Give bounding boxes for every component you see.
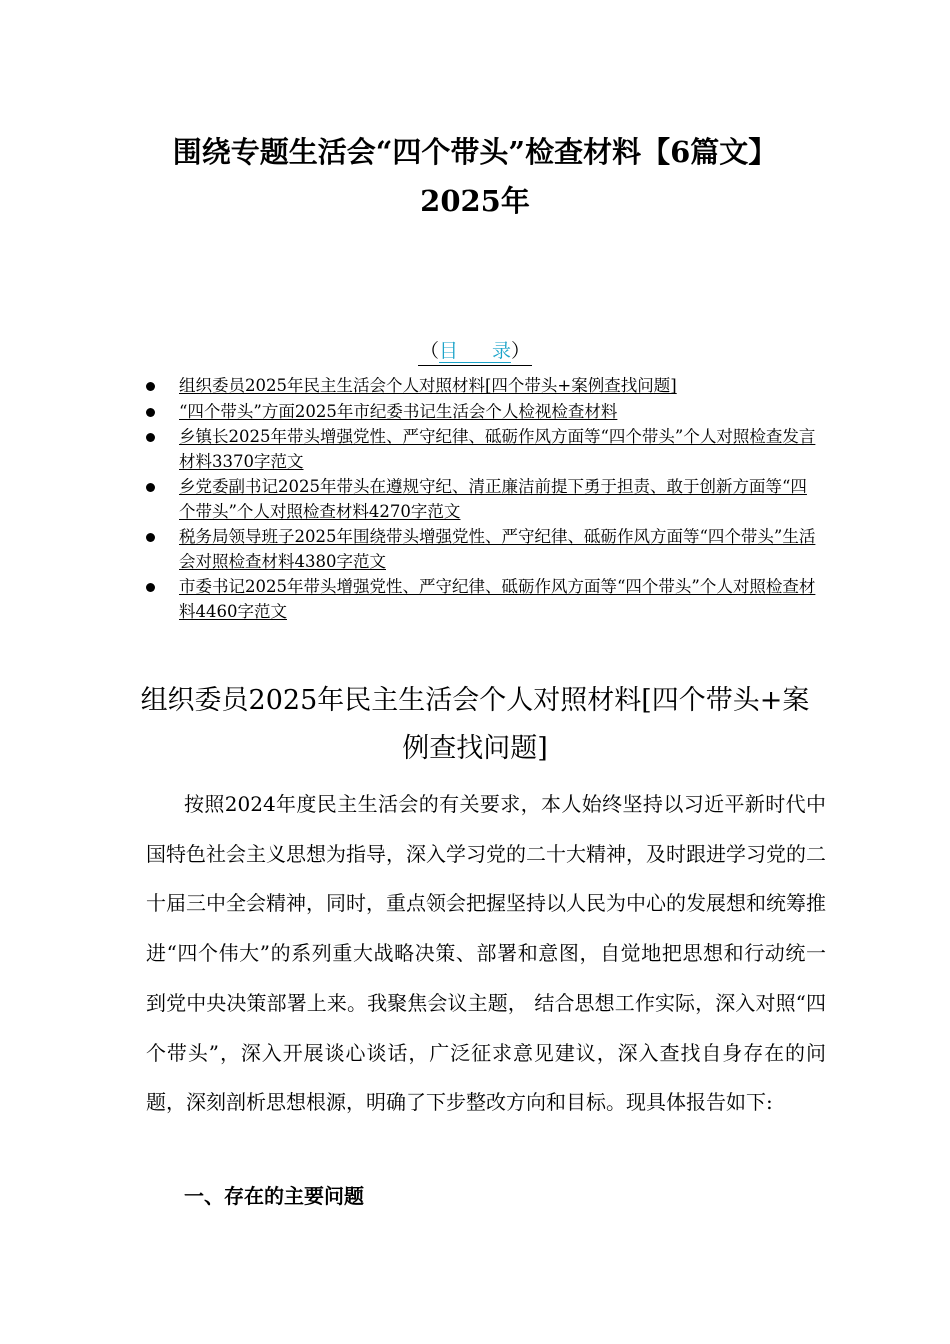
toc-item (146, 374, 816, 399)
toc-link-6[interactable]: 市委书记2025年带头增强党性、严守纪律、砥砺作风方面等“四个带头”个人对照检查材料4460字范文 (179, 577, 816, 621)
toc-list (146, 374, 816, 625)
toc-heading-underline (418, 338, 532, 366)
bullet-dot-icon (146, 483, 155, 492)
toc-link-2[interactable]: “四个带头”方面2025年市纪委书记生活会个人检视检查材料 (179, 401, 618, 421)
bullet-dot-icon (146, 433, 155, 442)
toc-item (146, 575, 816, 624)
bullet-dot-icon (146, 382, 155, 391)
toc-word-1: 目 (438, 340, 458, 362)
toc-item (146, 525, 816, 574)
toc-close-paren: ） (511, 340, 531, 362)
bullet-dot-icon (146, 408, 155, 417)
body-paragraph: 按照2024年度民主生活会的有关要求，本人始终坚持以习近平新时代中国特色社会主义思想为指导，深入学习党的二十大精神，及时跟进学习党的二十届三中全会精神，同时，重点领会把握坚持以人民为中心的发展想和统筹推进“四个伟大”的系列重大战略决策、部署和意图，自觉地把思想和行动统一到党中央决策部署上来。我聚焦会议主题， 结合思想工作实际，深入对照“四个带头”，深入开展谈心谈话，广泛征求意见建议，深入查找自身存在的问题，深刻剖析思想根源，明确了下步整改方向和目标。现具体报告如下: (146, 792, 826, 1115)
toc-word-2: 录 (492, 340, 512, 362)
bullet-dot-icon (146, 533, 155, 542)
toc-link-1[interactable]: 组织委员2025年民主生活会个人对照材料[四个带头+案例查找问题] (179, 376, 677, 395)
toc-word-mu[interactable] (439, 340, 511, 363)
toc-item (146, 425, 816, 474)
toc-link-5[interactable]: 税务局领导班子2025年围绕带头增强党性、严守纪律、砥砺作风方面等“四个带头”生活会对照检查材料4380字范文 (179, 527, 816, 571)
toc-item (146, 475, 816, 524)
bullet-dot-icon (146, 583, 155, 592)
toc-item (146, 400, 816, 425)
toc-open-paren: （ (419, 340, 439, 362)
toc-link-3[interactable]: 乡镇长2025年带头增强党性、严守纪律、砥砺作风方面等“四个带头”个人对照检查发言材料3370字范文 (179, 427, 816, 471)
section-title: 组织委员2025年民主生活会个人对照材料[四个带头+案例查找问题] (140, 685, 810, 764)
toc-link-4[interactable]: 乡党委副书记2025年带头在遵规守纪、清正廉洁前提下勇于担责、敢于创新方面等“四个带头”个人对照检查材料4270字范文 (179, 477, 807, 521)
toc-heading (0, 338, 950, 366)
section-subheading: 一、存在的主要问题 (184, 1184, 364, 1208)
document-title: 围绕专题生活会“四个带头”检查材料【6篇文】2025年 (172, 135, 778, 218)
